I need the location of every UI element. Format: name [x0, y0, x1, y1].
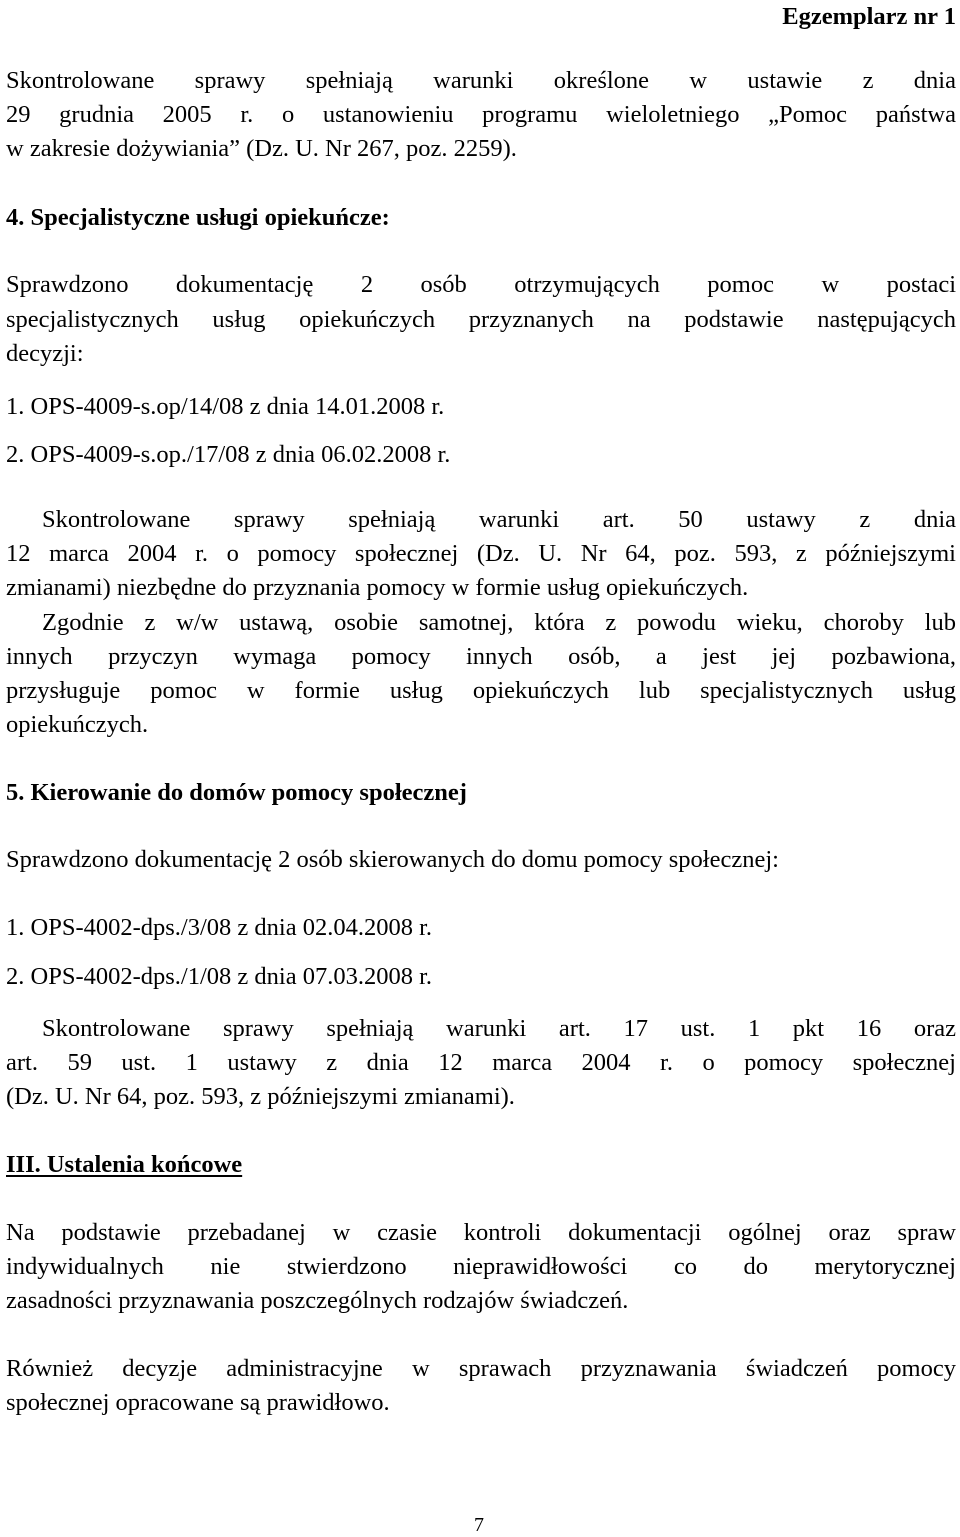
- law-line: innych przyczyn wymaga pomocy innych osób, a jest jej pozbawiona,: [6, 643, 956, 670]
- section-4-paragraph-line: decyzji:: [6, 340, 84, 367]
- document-page: [6, 0, 956, 1537]
- decision-item: 2. OPS-4002-dps./1/08 z dnia 07.03.2008 r.: [6, 963, 433, 990]
- final-paragraph-line: społecznej opracowane są prawidłowo.: [6, 1389, 390, 1416]
- conclusion-line: (Dz. U. Nr 64, poz. 593, z późniejszymi zmianami).: [6, 1083, 515, 1110]
- section-5-heading: 5. Kierowanie do domów pomocy społecznej: [6, 779, 467, 806]
- law-line: opiekuńczych.: [6, 711, 149, 738]
- conclusion-line: zmianami) niezbędne do przyznania pomocy w formie usług opiekuńczych.: [6, 574, 749, 601]
- section-5-paragraph: Sprawdzono dokumentację 2 osób skierowanych do domu pomocy społecznej:: [6, 846, 779, 873]
- final-paragraph-line: Na podstawie przebadanej w czasie kontroli dokumentacji ogólnej oraz spraw: [6, 1219, 956, 1246]
- final-paragraph-line: Również decyzje administracyjne w sprawach przyznawania świadczeń pomocy: [6, 1355, 956, 1382]
- section-iii-heading: III. Ustalenia końcowe: [6, 1151, 243, 1178]
- intro-line: 29 grudnia 2005 r. o ustanowieniu programu wieloletniego „Pomoc państwa: [6, 101, 956, 128]
- law-line: przysługuje pomoc w formie usług opiekuńczych lub specjalistycznych usług: [6, 677, 956, 704]
- conclusion-line: Skontrolowane sprawy spełniają warunki art. 17 ust. 1 pkt 16 oraz: [42, 1015, 956, 1042]
- law-line: Zgodnie z w/w ustawą, osobie samotnej, która z powodu wieku, choroby lub: [42, 609, 956, 636]
- final-paragraph-line: zasadności przyznawania poszczególnych rodzajów świadczeń.: [6, 1287, 629, 1314]
- final-paragraph-line: indywidualnych nie stwierdzono nieprawidłowości co do merytorycznej: [6, 1253, 956, 1280]
- copy-number-label: Egzemplarz nr 1: [782, 3, 956, 30]
- decision-item: 1. OPS-4002-dps./3/08 z dnia 02.04.2008 r.: [6, 914, 433, 941]
- section-4-paragraph-line: Sprawdzono dokumentację 2 osób otrzymujących pomoc w postaci: [6, 271, 956, 298]
- intro-line: w zakresie dożywiania” (Dz. U. Nr 267, poz. 2259).: [6, 135, 517, 162]
- conclusion-line: Skontrolowane sprawy spełniają warunki art. 50 ustawy z dnia: [42, 506, 956, 533]
- intro-line: Skontrolowane sprawy spełniają warunki określone w ustawie z dnia: [6, 67, 956, 94]
- conclusion-line: art. 59 ust. 1 ustawy z dnia 12 marca 2004 r. o pomocy społecznej: [6, 1049, 956, 1076]
- section-4-heading: 4. Specjalistyczne usługi opiekuńcze:: [6, 204, 390, 231]
- section-4-paragraph-line: specjalistycznych usług opiekuńczych przyznanych na podstawie następujących: [6, 306, 956, 333]
- decision-item: 2. OPS-4009-s.op./17/08 z dnia 06.02.2008 r.: [6, 441, 451, 468]
- conclusion-line: 12 marca 2004 r. o pomocy społecznej (Dz. U. Nr 64, poz. 593, z późniejszymi: [6, 540, 956, 567]
- decision-item: 1. OPS-4009-s.op/14/08 z dnia 14.01.2008 r.: [6, 393, 445, 420]
- page-number: 7: [474, 1514, 484, 1536]
